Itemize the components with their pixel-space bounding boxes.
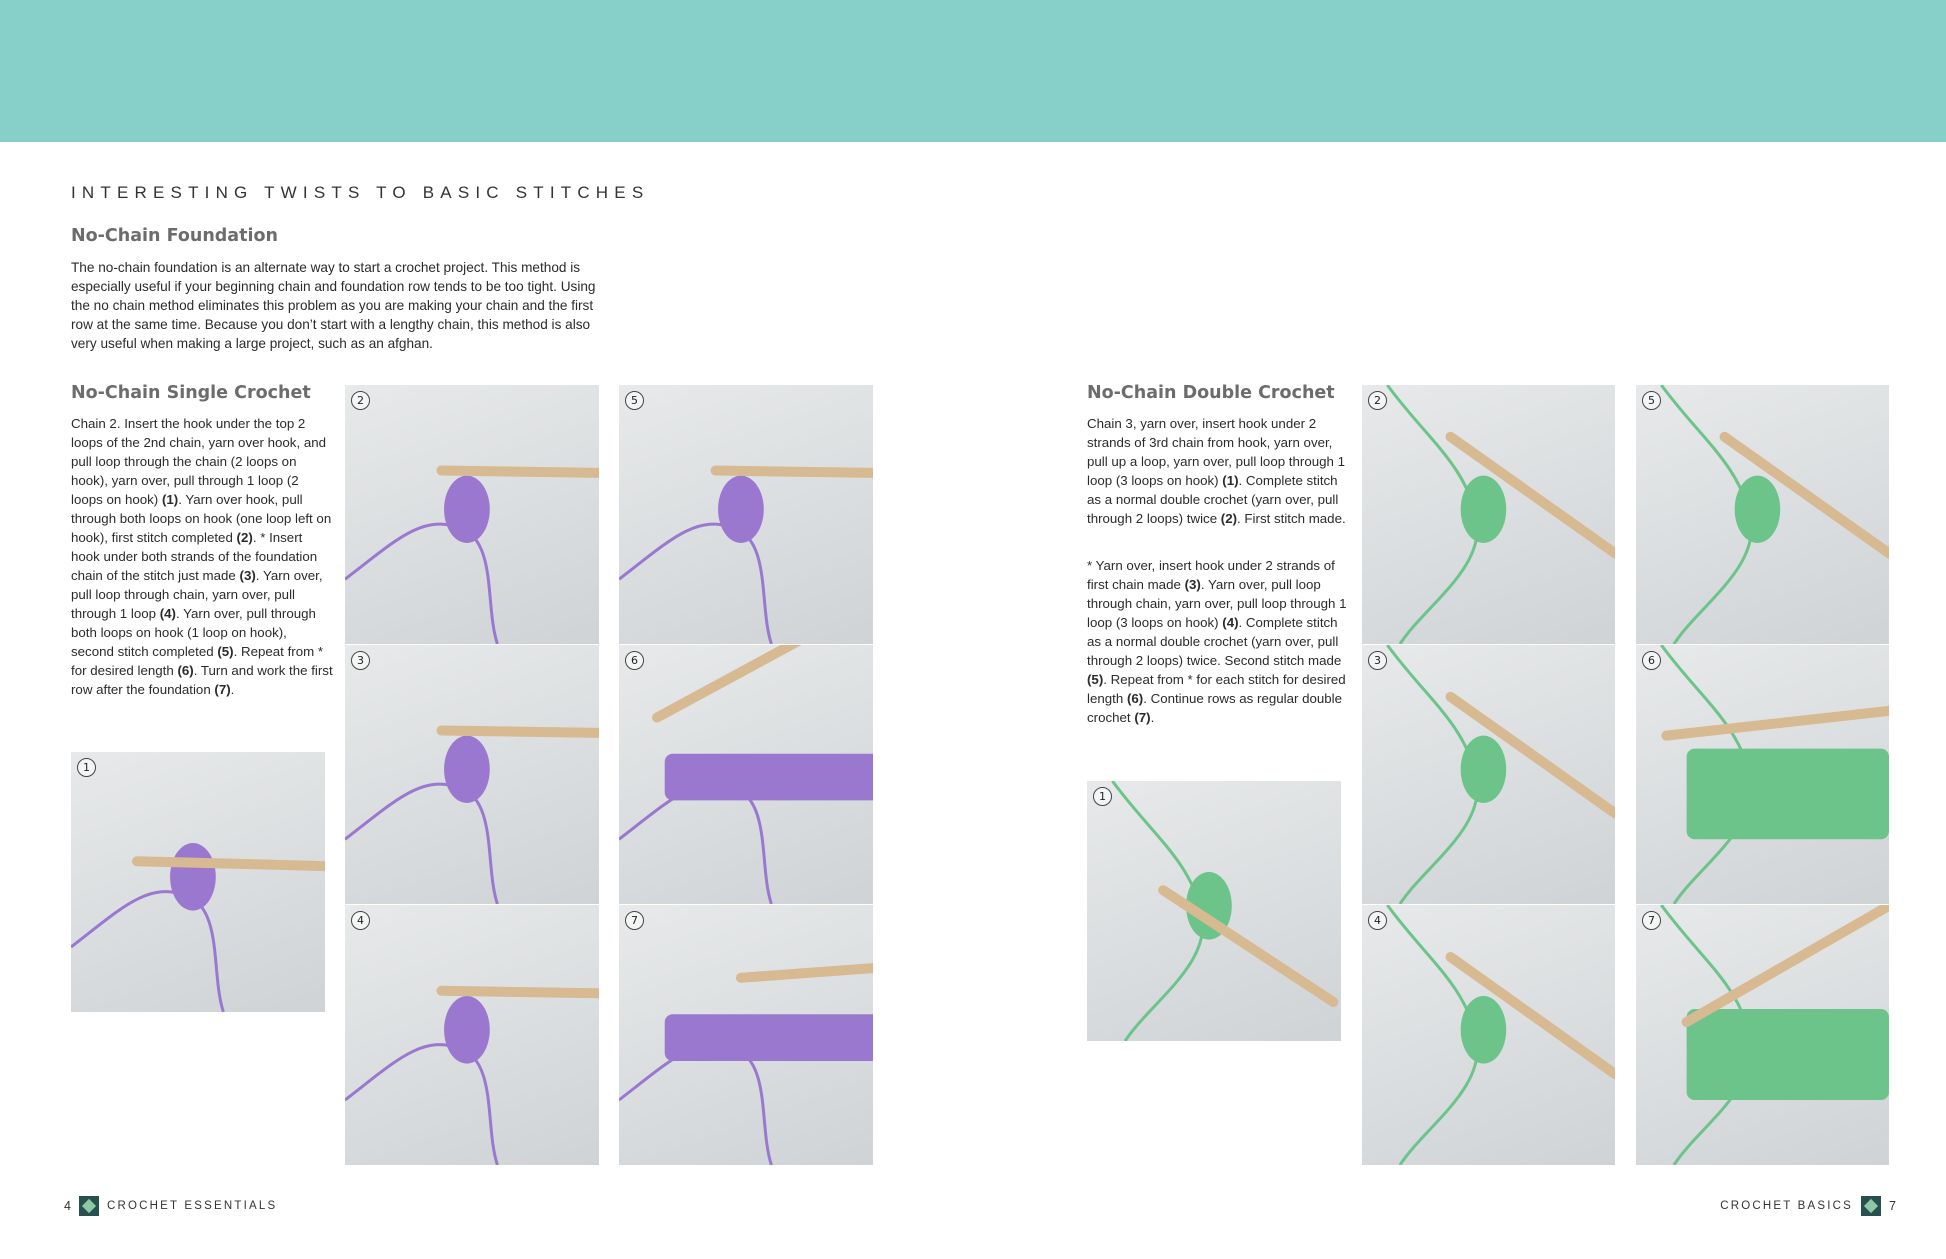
stitch-cluster [444, 736, 490, 803]
crochet-hook [1163, 890, 1333, 1002]
sc-step-6-photo [619, 645, 873, 904]
step-number-badge: 4 [351, 911, 370, 930]
crochet-illustration [71, 752, 325, 1012]
crochet-hook [442, 470, 599, 473]
left-running-title: CROCHET ESSENTIALS [106, 1200, 278, 1212]
crochet-illustration [345, 385, 599, 644]
step-reference: (2) [1220, 511, 1238, 526]
yarn-strand [71, 892, 223, 1012]
step-reference: (5) [217, 644, 234, 659]
double-crochet-instructions-part2: * Yarn over, insert hook under 2 strands of first chain made (3). Yarn over, pull loop through chain, yarn over, pull loop through 1 loop (3 loops on hook) (4). Complete stitch as a normal double crochet (yarn over, pull through 2 loops) twice. Second stitch made (5). Repeat from * for each stitch for desired length (6). Continue rows as regular double crochet (7). [1087, 558, 1347, 725]
step-reference: (1) [1222, 473, 1239, 488]
yarn-strand [345, 1045, 497, 1165]
sc-step-2-photo [345, 385, 599, 644]
sc-step-1-photo [71, 752, 325, 1012]
step-number-badge: 6 [1642, 651, 1661, 670]
step-number-badge: 5 [1642, 391, 1661, 410]
stitch-cluster [444, 996, 490, 1064]
right-footer [1720, 1196, 1896, 1216]
sc-step-4-photo [345, 905, 599, 1165]
double-crochet-heading: No-Chain Double Crochet [1087, 383, 1335, 403]
sc-step-7-photo [619, 905, 873, 1165]
crochet-hook [442, 730, 599, 733]
section-title: INTERESTING TWISTS TO BASIC STITCHES [71, 183, 650, 202]
step-reference: (1) [161, 492, 179, 507]
crochet-swatch [665, 1014, 873, 1061]
stitch-cluster [718, 476, 764, 543]
crochet-swatch [1687, 749, 1889, 840]
step-reference: (6) [1126, 691, 1144, 706]
crochet-illustration [345, 905, 599, 1165]
step-reference: (2) [236, 530, 253, 545]
yarn-strand [619, 784, 771, 904]
double-crochet-instructions-part1: Chain 3, yarn over, insert hook under 2 strands of 3rd chain from hook, yarn over, pull up a loop, yarn over, pull loop through 1 loop (3 loops on hook) (1). Complete stitch as a normal double crochet (yarn over, pull through 2 loops) twice (2). First stitch made. [1087, 416, 1346, 526]
left-page-number: 4 [64, 1199, 71, 1213]
dc-step-5-photo [1636, 385, 1889, 644]
crochet-illustration [619, 645, 873, 904]
single-crochet-instructions: Chain 2. Insert the hook under the top 2 loops of the 2nd chain, yarn over hook, and pull loop through the chain (2 loops on hook), yarn over, pull through 1 loop (2 loops on hook) (1). Yarn over hook, pull through both loops on hook (one loop left on hook), first stitch completed (2). * Insert hook under both strands of the foundation chain of the stitch just made (3). Yarn over, pull loop through chain, yarn over, pull through 1 loop (4). Yarn over, pull through both loops on hook (1 loop on hook), second stitch completed (5). Repeat from * for desired length (6). Turn and work the first row after the foundation (7). [71, 416, 333, 697]
crochet-illustration [1362, 385, 1615, 644]
step-number-badge: 1 [1093, 787, 1112, 806]
dc-step-7-photo [1636, 905, 1889, 1165]
no-chain-foundation-heading: No-Chain Foundation [71, 226, 278, 246]
crochet-illustration [345, 645, 599, 904]
yarn-strand [345, 784, 497, 904]
step-reference: (7) [1134, 710, 1151, 725]
dc-step-6-photo [1636, 645, 1889, 904]
step-reference: (4) [159, 606, 176, 621]
left-footer [64, 1196, 277, 1216]
dc-step-1-photo [1087, 781, 1341, 1041]
top-color-band [0, 0, 1946, 142]
right-running-title: CROCHET BASICS [1720, 1200, 1854, 1212]
step-number-badge: 2 [351, 391, 370, 410]
crochet-illustration [619, 905, 873, 1165]
step-number-badge: 3 [351, 651, 370, 670]
step-reference: (7) [214, 682, 231, 697]
crochet-hook [137, 861, 325, 866]
step-number-badge: 7 [1642, 911, 1661, 930]
crochet-illustration [1087, 781, 1341, 1041]
crochet-illustration [1636, 385, 1889, 644]
crochet-illustration [1636, 905, 1889, 1165]
crochet-illustration [1636, 645, 1889, 904]
crochet-illustration [1362, 905, 1615, 1165]
crochet-illustration [619, 385, 873, 644]
yarn-strand [345, 524, 497, 644]
dc-step-2-photo [1362, 385, 1615, 644]
stitch-cluster [1461, 996, 1507, 1064]
step-number-badge: 7 [625, 911, 644, 930]
crochet-hook [1687, 905, 1889, 1022]
single-crochet-heading: No-Chain Single Crochet [71, 383, 311, 403]
stitch-cluster [1461, 736, 1507, 803]
step-number-badge: 1 [77, 758, 96, 777]
stitch-cluster [1461, 476, 1507, 543]
crochet-illustration [1362, 645, 1615, 904]
crochet-swatch [1687, 1009, 1889, 1100]
yarn-strand [619, 1045, 771, 1165]
book-logo-icon [79, 1196, 99, 1216]
step-reference: (5) [1087, 672, 1104, 687]
crochet-hook [657, 645, 809, 718]
stitch-cluster [1735, 476, 1781, 543]
crochet-swatch [665, 754, 873, 801]
dc-step-3-photo [1362, 645, 1615, 904]
crochet-hook [1666, 710, 1889, 736]
step-reference: (3) [239, 568, 256, 583]
step-reference: (3) [1184, 577, 1201, 592]
sc-step-3-photo [345, 645, 599, 904]
crochet-hook [716, 470, 873, 473]
book-logo-icon [1861, 1196, 1881, 1216]
step-number-badge: 2 [1368, 391, 1387, 410]
sc-step-5-photo [619, 385, 873, 644]
crochet-hook [741, 967, 873, 977]
stitch-cluster [444, 476, 490, 543]
step-number-badge: 3 [1368, 651, 1387, 670]
step-reference: (6) [177, 663, 194, 678]
crochet-hook [442, 991, 599, 994]
intro-paragraph: The no-chain foundation is an alternate way to start a crochet project. This method is especially useful if your beginning chain and foundation row tends to be too tight. Using the no chain method eliminates this problem as you are making your chain and the first row at the same time. Because you don’t start with a lengthy chain, this method is also very useful when making a large project, such as an afghan. [71, 260, 596, 351]
step-reference: (4) [1222, 615, 1239, 630]
right-page-number: 7 [1889, 1199, 1896, 1213]
step-number-badge: 6 [625, 651, 644, 670]
dc-step-4-photo [1362, 905, 1615, 1165]
stitch-cluster [170, 843, 216, 911]
step-number-badge: 4 [1368, 911, 1387, 930]
step-number-badge: 5 [625, 391, 644, 410]
yarn-strand [619, 524, 771, 644]
